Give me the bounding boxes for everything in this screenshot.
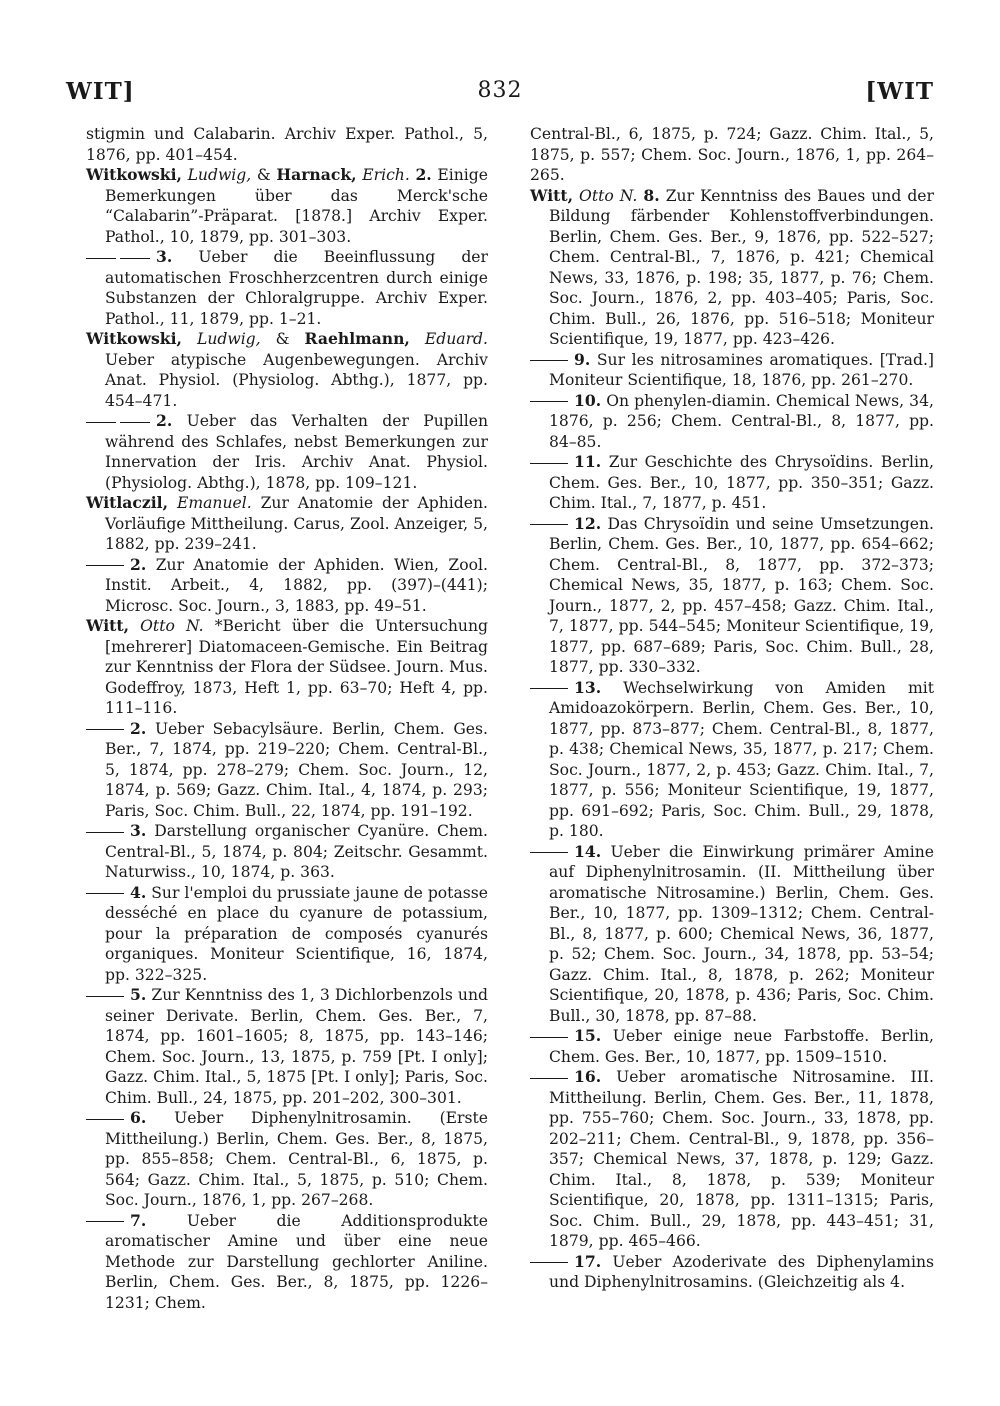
- entry-number: 15.: [574, 1026, 602, 1045]
- entry-text: Ueber atypische Augenbewegungen. Archiv Anat. Physiol. (Physiolog. Abthg.), 1877, pp. 454–471.: [105, 350, 488, 410]
- entry-number: 16.: [574, 1067, 602, 1086]
- bibliography-entry: [86, 883, 488, 986]
- right-column: [530, 124, 934, 1293]
- entry-number: 6.: [130, 1108, 147, 1127]
- entry-text: Darstellung organischer Cyanüre. Chem. Central-Bl., 5, 1874, p. 804; Zeitschr. Gesammt. Naturwiss., 10, 1874, p. 363.: [105, 822, 488, 881]
- bibliography-entry: [86, 821, 488, 883]
- bibliography-entry: [530, 514, 934, 678]
- bibliography-entry: [86, 411, 488, 493]
- entry-number: 17.: [574, 1251, 602, 1271]
- author-given-name: Ludwig,: [187, 166, 252, 184]
- author-name: Witkowski,: [86, 329, 182, 348]
- author-given-name: Ludwig,: [196, 330, 261, 348]
- bibliography-entry: [530, 842, 934, 1027]
- entry-number: 8.: [643, 185, 660, 205]
- entry-text: Das Chrysoïdin und seine Umsetzungen. Berlin, Chem. Ges. Ber., 10, 1877, pp. 654–662; Chem. Central-Bl., 8, 1877, pp. 372–373; Chemical News, 35, 1877, p. 163; Chem. Soc. Journ., 1877, 2, pp. 457–458; Gazz. Chim. Ital., 7, 1877, pp. 544–545; Moniteur Scientifique, 19, 1877, pp. 687–689; Paris, Soc. Chim. Bull., 28, 1877, pp. 330–332.: [549, 514, 934, 676]
- entry-number: 14.: [574, 841, 602, 861]
- bibliography-entry: [530, 186, 934, 350]
- ditto-dash: [86, 1119, 124, 1120]
- bibliography-entry: [86, 985, 488, 1108]
- entry-number: 11.: [574, 452, 602, 471]
- entry-number: 9.: [574, 349, 591, 369]
- entry-number: 2.: [130, 554, 147, 574]
- bibliography-entry: [530, 1252, 934, 1293]
- entry-text: Zur Anatomie der Aphiden. Wien, Zool. Instit. Arbeit., 4, 1882, pp. (397)–(441); Microsc. Soc. Journ., 3, 1883, pp. 49–51.: [105, 555, 488, 615]
- entry-text: *Bericht über die Untersuchung [mehrerer] Diatomaceen-Gemische. Ein Beitrag zur Kenntniss der Flora der Südsee. Journ. Mus. Godeffroy, 1873, Heft 1, pp. 63–70; Heft 4, pp. 111–116.: [105, 617, 488, 717]
- author-connector: &: [260, 330, 305, 348]
- running-head-right: [WIT: [865, 78, 934, 105]
- bibliography-entry: [530, 391, 934, 453]
- ditto-dash: [530, 688, 568, 689]
- entry-text: Zur Kenntniss des Baues und der Bildung färbender Kohlenstoffverbindungen. Berlin, Chem. Ges. Ber., 9, 1876, pp. 522–527; Chem. Central-Bl., 7, 1876, p. 421; Chemical News, 33, 1876, p. 198; 35, 1877, p. 76; Chem. Soc. Journ., 1876, 2, pp. 403–405; Paris, Soc. Chim. Bull., 26, 1876, pp. 516–518; Moniteur Scientifique, 19, 1877, pp. 423–426.: [549, 186, 934, 348]
- entry-number: 2.: [156, 411, 173, 430]
- page-number: 832: [477, 78, 523, 103]
- bibliography-entry: [86, 1108, 488, 1211]
- ditto-dash: [530, 1078, 568, 1079]
- ditto-dash: [530, 524, 568, 525]
- entry-number: 12.: [574, 513, 602, 533]
- ditto-dash: [530, 852, 568, 853]
- entry-text: Ueber Azoderivate des Diphenylamins und Diphenylnitrosamins. (Gleichzeitig als 4.: [549, 1252, 934, 1291]
- ditto-dash: [86, 422, 116, 423]
- author-name: Raehlmann,: [304, 329, 410, 348]
- entry-text: Sur l'emploi du prussiate jaune de potasse desséché en place du cyanure de potassium, pour la préparation de composés cyanurés organiques. Moniteur Scientifique, 16, 1874, pp. 322–325.: [105, 883, 488, 984]
- entry-number: 10.: [574, 390, 602, 410]
- ditto-dash: [86, 996, 124, 997]
- ditto-dash: [86, 258, 116, 259]
- ditto-dash: [86, 893, 124, 894]
- entry-number: 3.: [130, 821, 147, 840]
- author-given-name: Erich.: [362, 166, 410, 184]
- bibliography-entry: [530, 678, 934, 842]
- ditto-dash: [86, 565, 124, 566]
- bibliography-entry: [530, 1067, 934, 1252]
- entry-text: Zur Kenntniss des 1, 3 Dichlorbenzols und seiner Derivate. Berlin, Chem. Ges. Ber., 7, 1874, pp. 1601–1605; 8, 1875, pp. 143–146; Chem. Soc. Journ., 13, 1875, p. 759 [Pt. I only]; Gazz. Chim. Ital., 5, 1875 [Pt. I only]; Paris, Soc. Chim. Bull., 24, 1875, pp. 201–202, 300–301.: [105, 986, 488, 1107]
- entry-text: Einige Bemerkungen über das Merck'sche “Calabarin”-Präparat. [1878.] Archiv Exper. Pathol., 10, 1879, pp. 301–303.: [105, 166, 488, 246]
- entry-text: Sur les nitrosamines aromatiques. [Trad.] Moniteur Scientifique, 18, 1876, pp. 261–270.: [549, 350, 934, 389]
- ditto-dash: [120, 422, 150, 423]
- bibliography-entry: [530, 350, 934, 391]
- entry-text: Ueber die Additionsprodukte aromatischer Amine und über eine neue Methode zur Darstellung gechlorter Aniline. Berlin, Chem. Ges. Ber., 8, 1875, pp. 1226–1231; Chem.: [105, 1211, 488, 1312]
- entry-number: 5.: [130, 985, 147, 1004]
- author-name: Harnack,: [276, 165, 357, 184]
- bibliography-entry: [86, 616, 488, 719]
- entry-text: Ueber aromatische Nitrosamine. III. Mittheilung. Berlin, Chem. Ges. Ber., 11, 1878, pp. 755–760; Chem. Soc. Journ., 33, 1878, pp. 202–211; Chem. Central-Bl., 9, 1878, pp. 356–357; Chemical News, 37, 1878, p. 129; Gazz. Chim. Ital., 8, 1878, p. 539; Moniteur Scientifique, 20, 1878, pp. 1311–1315; Paris, Soc. Chim. Bull., 29, 1878, pp. 443–451; 31, 1879, pp. 465–466.: [549, 1068, 934, 1250]
- entry-number: 7.: [130, 1210, 147, 1230]
- ditto-dash: [530, 1262, 568, 1263]
- entry-number: 2.: [415, 165, 432, 184]
- author-name: Witlaczil,: [86, 493, 169, 512]
- entry-text: Zur Geschichte des Chrysoïdins. Berlin, Chem. Ges. Ber., 10, 1877, pp. 350–351; Gazz. Chim. Ital., 7, 1877, p. 451.: [549, 453, 934, 512]
- bibliography-entry: [86, 329, 488, 411]
- ditto-dash: [86, 1221, 124, 1222]
- bibliography-entry: [86, 719, 488, 822]
- entry-text: Central-Bl., 6, 1875, p. 724; Gazz. Chim. Ital., 5, 1875, p. 557; Chem. Soc. Journ., 1876, 1, pp. 264–265.: [530, 125, 934, 184]
- entry-text: Wechselwirkung von Amiden mit Amidoazokörpern. Berlin, Chem. Ges. Ber., 10, 1877, pp. 873–877; Chem. Central-Bl., 8, 1877, p. 438; Chemical News, 35, 1877, p. 217; Chem. Soc. Journ., 1877, 2, p. 453; Gazz. Chim. Ital., 7, 1877, p. 556; Moniteur Scientifique, 19, 1877, pp. 691–692; Paris, Soc. Chim. Bull., 29, 1878, p. 180.: [549, 678, 934, 840]
- bibliography-entry: [86, 165, 488, 247]
- bibliography-entry: [86, 1211, 488, 1314]
- author-given-name: Otto N.: [579, 186, 638, 205]
- ditto-dash: [86, 729, 124, 730]
- entry-number: 3.: [156, 247, 173, 266]
- author-given-name: Emanuel.: [176, 494, 252, 512]
- entry-text: Ueber Diphenylnitrosamin. (Erste Mittheilung.) Berlin, Chem. Ges. Ber., 8, 1875, pp. 855–858; Chem. Central-Bl., 6, 1875, p. 564; Gazz. Chim. Ital., 5, 1875, p. 510; Chem. Soc. Journ., 1876, 1, pp. 267–268.: [105, 1109, 488, 1209]
- author-name: Witt,: [86, 616, 129, 635]
- ditto-dash: [530, 463, 568, 464]
- entry-text: Zur Anatomie der Aphiden. Vorläufige Mittheilung. Carus, Zool. Anzeiger, 5, 1882, pp. 239–241.: [105, 494, 488, 553]
- bibliography-entry: [86, 247, 488, 329]
- bibliography-entry: [530, 452, 934, 514]
- entry-text: Ueber die Beeinflussung der automatischen Froschherzcentren durch einige Substanzen der Chloralgruppe. Archiv Exper. Pathol., 11, 1879, pp. 1–21.: [105, 248, 488, 328]
- bibliography-entry: [86, 124, 488, 165]
- bibliography-entry: [86, 555, 488, 617]
- author-given-name: Otto N.: [140, 617, 204, 635]
- ditto-dash: [120, 258, 150, 259]
- entry-text: stigmin und Calabarin. Archiv Exper. Pathol., 5, 1876, pp. 401–454.: [86, 125, 488, 164]
- entry-number: 2.: [130, 718, 147, 738]
- running-head-left: WIT]: [66, 78, 135, 105]
- ditto-dash: [530, 401, 568, 402]
- bibliography-entry: [530, 1026, 934, 1067]
- author-connector: &: [251, 166, 277, 184]
- ditto-dash: [530, 360, 568, 361]
- ditto-dash: [530, 1037, 568, 1038]
- entry-number: 4.: [130, 882, 147, 902]
- entry-text: Ueber einige neue Farbstoffe. Berlin, Chem. Ges. Ber., 10, 1877, pp. 1509–1510.: [549, 1027, 934, 1066]
- author-name: Witkowski,: [86, 165, 182, 184]
- bibliography-entry: [530, 124, 934, 186]
- bibliography-entry: [86, 493, 488, 555]
- entry-text: On phenylen-diamin. Chemical News, 34, 1876, p. 256; Chem. Central-Bl., 8, 1877, pp. 84–85.: [549, 391, 934, 451]
- author-name: Witt,: [530, 185, 573, 205]
- entry-text: Ueber die Einwirkung primärer Amine auf Diphenylnitrosamin. (II. Mittheilung über aromatische Nitrosamine.) Berlin, Chem. Ges. Ber., 10, 1877, pp. 1309–1312; Chem. Central-Bl., 8, 1877, p. 600; Chemical News, 36, 1877, p. 52; Chem. Soc. Journ., 34, 1878, pp. 53–54; Gazz. Chim. Ital., 8, 1878, p. 262; Moniteur Scientifique, 20, 1878, p. 436; Paris, Soc. Chim. Bull., 30, 1878, pp. 87–88.: [549, 842, 934, 1025]
- entry-text: Ueber das Verhalten der Pupillen während des Schlafes, nebst Bemerkungen zur Innervation der Iris. Archiv Anat. Physiol. (Physiolog. Abthg.), 1878, pp. 109–121.: [105, 412, 488, 492]
- ditto-dash: [86, 832, 124, 833]
- entry-number: 13.: [574, 677, 602, 697]
- author-given-name: Eduard.: [424, 330, 488, 348]
- left-column: [86, 124, 488, 1313]
- entry-text: Ueber Sebacylsäure. Berlin, Chem. Ges. Ber., 7, 1874, pp. 219–220; Chem. Central-Bl., 5, 1874, pp. 278–279; Chem. Soc. Journ., 12, 1874, p. 569; Gazz. Chim. Ital., 4, 1874, p. 293; Paris, Soc. Chim. Bull., 22, 1874, pp. 191–192.: [105, 719, 488, 820]
